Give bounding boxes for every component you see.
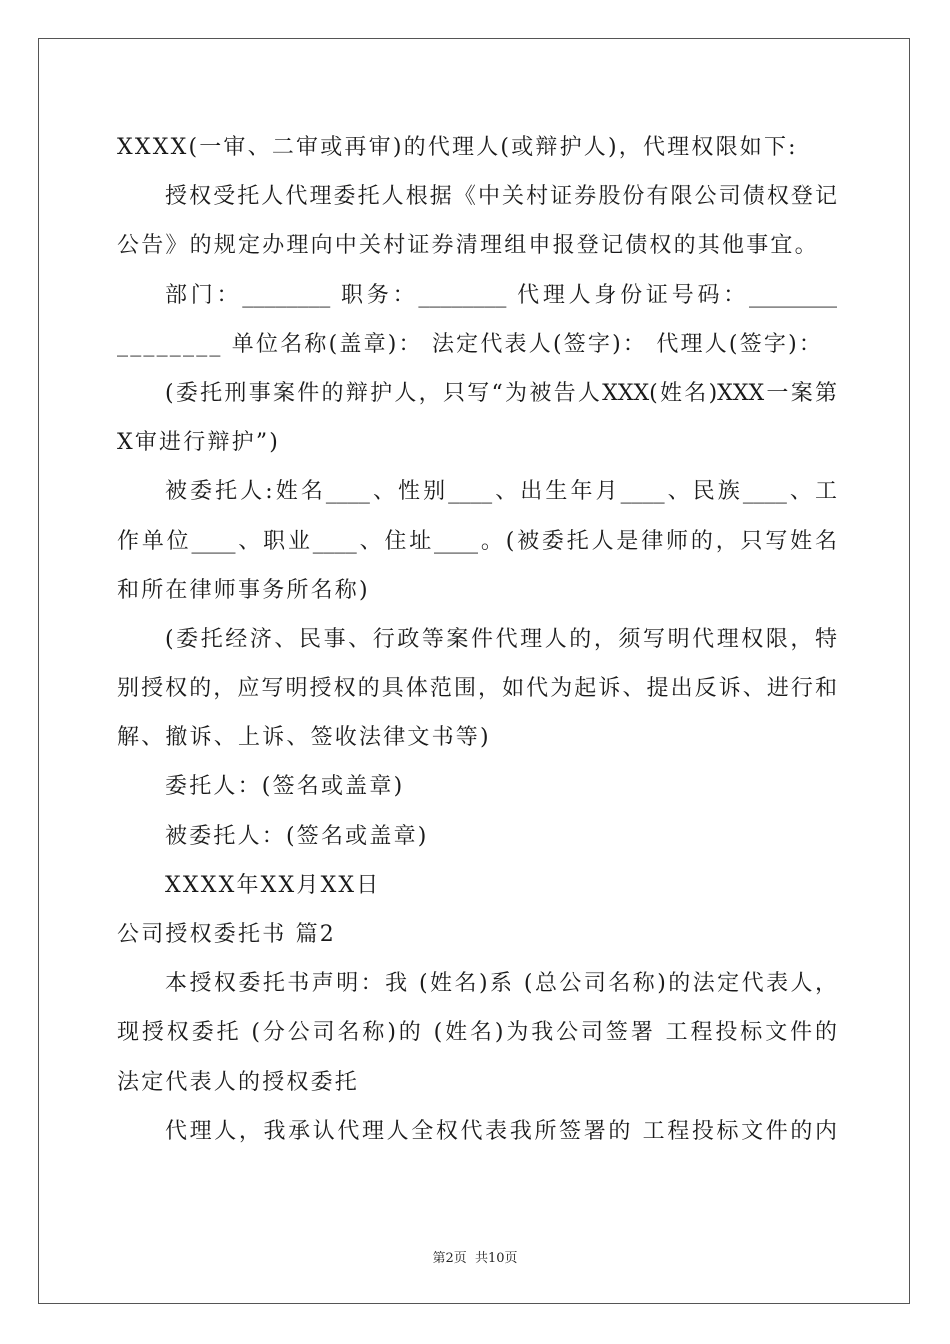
text-line: 和所在律师事务所名称) bbox=[117, 577, 370, 603]
text-line: (委托经济、民事、行政等案件代理人的，须写明代理权限，特 bbox=[165, 626, 837, 652]
text-line: 现授权委托 (分公司名称)的 (姓名)为我公司签署 工程投标文件的 bbox=[117, 1020, 837, 1046]
section-heading: 公司授权委托书 篇2 bbox=[117, 922, 336, 947]
text-line: 被委托人：(签名或盖章) bbox=[165, 823, 429, 849]
page-number: 第2页 bbox=[432, 1251, 467, 1266]
text-line: 法定代表人的授权委托 bbox=[117, 1069, 360, 1095]
text-line: 作单位____、职业____、住址____。(被委托人是律师的，只写姓名 bbox=[117, 528, 837, 554]
text-line: XXXX(一审、二审或再审)的代理人(或辩护人)，代理权限如下: bbox=[117, 135, 798, 160]
text-line: 代理人，我承认代理人全权代表我所签署的 工程投标文件的内 bbox=[165, 1118, 837, 1144]
text-line: (委托刑事案件的辩护人，只写“为被告人XXX(姓名)XXX一案第 bbox=[165, 380, 837, 406]
text-line: 授权受托人代理委托人根据《中关村证券股份有限公司债权登记 bbox=[165, 184, 837, 210]
text-line: 别授权的，应写明授权的具体范围，如代为起诉、提出反诉、进行和 bbox=[117, 676, 837, 702]
page-total: 共10页 bbox=[474, 1251, 518, 1266]
text-line: 解、撤诉、上诉、签收法律文书等) bbox=[117, 725, 491, 751]
text-line: 委托人：(签名或盖章) bbox=[165, 774, 405, 800]
text-line: XXXX年XX月XX日 bbox=[165, 872, 381, 898]
document-body bbox=[117, 128, 837, 1161]
text-line: 部门：________ 职务：________ 代理人身份证号码：________ bbox=[165, 282, 837, 308]
text-line: X审进行辩护”) bbox=[117, 430, 281, 456]
text-line: 被委托人:姓名____、性别____、出生年月____、民族____、工 bbox=[165, 479, 837, 505]
text-line: 本授权委托书声明：我 (姓名)系 (总公司名称)的法定代表人， bbox=[165, 971, 837, 997]
text-line: 公告》的规定办理向中关村证券清理组申报登记债权的其他事宜。 bbox=[117, 233, 819, 259]
text-line: ________ 单位名称(盖章)： 法定代表人(签字)： 代理人(签字)： bbox=[117, 331, 824, 357]
page-footer bbox=[0, 1247, 950, 1266]
